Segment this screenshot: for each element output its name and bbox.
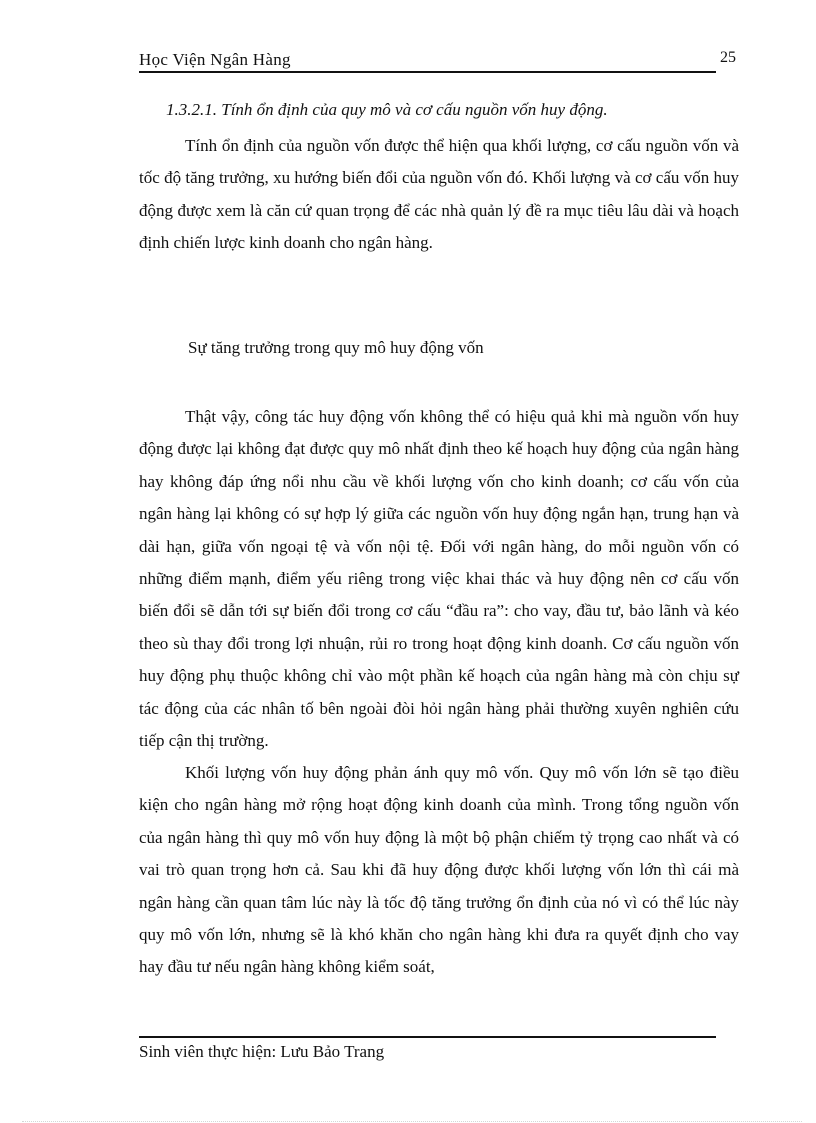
paragraph-volume: Khối lượng vốn huy động phản ánh quy mô vốn. Quy mô vốn lớn sẽ tạo điều kiện cho ngân hàng mở rộng hoạt động kinh doanh của mình. Trong tổng nguồn vốn của ngân hàng thì quy mô vốn huy động là một bộ phận chiếm tỷ trọng cao nhất và có vai trò quan trọng hơn cả. Sau khi đã huy động được khối lượng vốn lớn thì cái mà ngân hàng cần quan tâm lúc này là tốc độ tăng trưởng ổn định của nó vì có thể lúc này quy mô vốn lớn, nhưng sẽ là khó khăn cho ngân hàng khi đưa ra quyết định cho vay hay đầu tư nếu ngân hàng không kiểm soát, (139, 763, 739, 977)
footer-rule (139, 1036, 716, 1038)
section-heading: 1.3.2.1. Tính ổn định của quy mô và cơ cấu nguồn vốn huy động. (166, 100, 608, 119)
paragraph-mobilization: Thật vậy, công tác huy động vốn không thể có hiệu quả khi mà nguồn vốn huy động được lại không đạt được quy mô nhất định theo kế hoạch huy động của ngân hàng hay không đáp ứng nổi nhu cầu về khối lượng vốn cho kinh doanh; cơ cấu vốn của ngân hàng lại không có sự hợp lý giữa các nguồn vốn huy động ngắn hạn, trung hạn và dài hạn, giữa vốn ngoại tệ và vốn nội tệ. Đối với ngân hàng, do mỗi nguồn vốn có những điểm mạnh, điểm yếu riêng trong việc khai thác và huy động nên cơ cấu vốn biến đổi sẽ dẫn tới sự biến đổi trong cơ cấu “đầu ra”: cho vay, đầu tư, bảo lãnh và kéo theo sù thay đổi trong lợi nhuận, rủi ro trong hoạt động kinh doanh. Cơ cấu nguồn vốn huy động phụ thuộc không chỉ vào một phần kế hoạch của ngân hàng mà còn chịu sự tác động của các nhân tố bên ngoài đòi hỏi ngân hàng phải thường xuyên nghiên cứu tiếp cận thị trường. (139, 407, 739, 751)
page-number: 25 (720, 49, 736, 66)
page-edge-divider (22, 1121, 802, 1122)
paragraph-stability: Tính ổn định của nguồn vốn được thể hiện qua khối lượng, cơ cấu nguồn vốn và tốc độ tăng trưởng, xu hướng biến đổi của nguồn vốn đó. Khối lượng và cơ cấu vốn huy động được xem là căn cứ quan trọng để các nhà quản lý đề ra mục tiêu lâu dài và hoạch định chiến lược kinh doanh cho ngân hàng. (139, 136, 739, 253)
header-rule (139, 71, 716, 73)
header-title: Học Viện Ngân Hàng (139, 50, 291, 69)
footer-author: Sinh viên thực hiện: Lưu Bảo Trang (139, 1042, 385, 1061)
subheading-growth: Sự tăng trưởng trong quy mô huy động vốn (188, 338, 484, 357)
